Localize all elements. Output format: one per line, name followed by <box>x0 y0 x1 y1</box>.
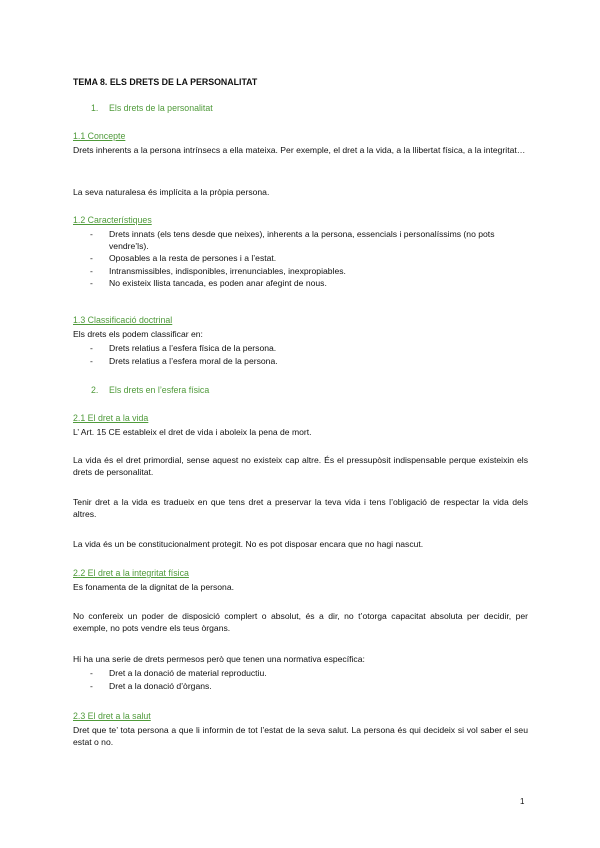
list-item: - Dret a la donació d’òrgans. <box>73 681 528 693</box>
document-title: TEMA 8. ELS DRETS DE LA PERSONALITAT <box>73 77 258 87</box>
paragraph: Els drets els podem classificar en: <box>73 329 203 339</box>
page-number: 1 <box>520 797 525 806</box>
paragraph: Tenir dret a la vida es tradueix en que tens dret a preservar la teva vida i tens l’obligació de respectar la vida dels altres. <box>73 497 528 519</box>
section-2-heading <box>91 385 546 397</box>
paragraph: La seva naturalesa és implícita a la pròpia persona. <box>73 187 270 197</box>
list-item: - Drets relatius a l’esfera física de la persona. <box>73 343 528 355</box>
paragraph: Dret que te’ tota persona a que li informin de tot l’estat de la seva salut. La persona és qui decideix si vol saber el seu estat o no. <box>73 725 528 747</box>
list-item: - Oposables a la resta de persones i a l’estat. <box>73 253 528 265</box>
list-item: - Drets relatius a l’esfera moral de la persona. <box>73 356 528 368</box>
paragraph: No confereix un poder de disposició complert o absolut, és a dir, no t’otorga capacitat absoluta per decidir, per exemple, no pots vendre els teus òrgans. <box>73 611 528 633</box>
list-item: - Intransmissibles, indisponibles, irrenunciables, inexpropiables. <box>73 266 528 278</box>
list-item: - Drets innats (els tens desde que neixes), inherents a la persona, essencials i personalíssims (no pots vendre’ls). <box>73 229 528 252</box>
paragraph: La vida és un be constitucionalment protegit. No es pot disposar encara que no hagi nascut. <box>73 539 424 549</box>
characteristics-list <box>73 229 528 291</box>
subsection-heading-concepte: 1.1 Concepte <box>73 131 126 141</box>
donation-list <box>73 668 528 693</box>
subsection-heading-classificacio: 1.3 Classificació doctrinal <box>73 315 173 325</box>
section-number: 1. <box>91 103 99 113</box>
subsection-heading-salut: 2.3 El dret a la salut <box>73 711 151 721</box>
paragraph: L’ Art. 15 CE estableix el dret de vida i aboleix la pena de mort. <box>73 427 312 437</box>
paragraph: Hi ha una serie de drets permesos però que tenen una normativa específica: <box>73 654 365 664</box>
subsection-heading-integritat: 2.2 El dret a la integritat física <box>73 568 189 578</box>
subsection-heading-vida: 2.1 El dret a la vida <box>73 413 149 423</box>
paragraph: La vida és el dret primordial, sense aquest no existeix cap altre. És el pressupòsit indispensable perque existeixin els drets de personalitat. <box>73 455 528 477</box>
paragraph: Drets inherents a la persona intrínsecs a ella mateixa. Per exemple, el dret a la vida, a la llibertat física, a la integritat… <box>73 145 526 155</box>
section-label: Els drets en l’esfera física <box>109 385 210 395</box>
paragraph: Es fonamenta de la dignitat de la persona. <box>73 582 235 592</box>
list-item: - Dret a la donació de material reproductiu. <box>73 668 528 680</box>
section-label: Els drets de la personalitat <box>109 103 213 113</box>
subsection-heading-caracteristiques: 1.2 Característiques <box>73 215 152 225</box>
classification-list <box>73 343 528 368</box>
list-item: - No existeix llista tancada, es poden anar afegint de nous. <box>73 278 528 290</box>
section-number: 2. <box>91 385 99 395</box>
section-1-heading <box>91 103 546 115</box>
